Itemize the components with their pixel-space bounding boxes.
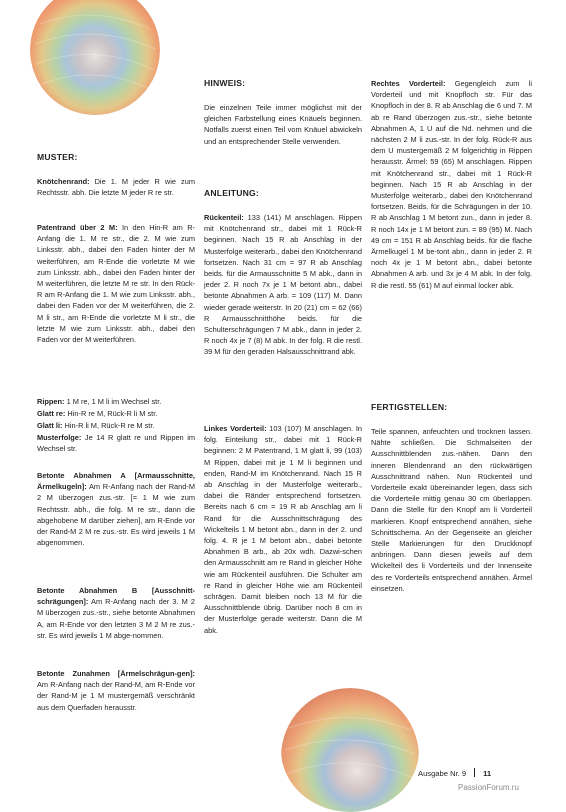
page-footer [418,768,491,778]
paragraph-patentrand [37,222,195,345]
text: Hin-R re M, Rück-R li M str. [65,409,158,418]
yarn-ball-image [30,0,160,116]
text: Je 14 R glatt re und Rippen im Wechsel str. [37,433,195,454]
footer-divider [474,768,475,777]
term: Rippen: [37,397,65,406]
text: Am R-Anfang nach der Rand-M, am R-Ende vor der Rand-M je 1 M mustergemäß verschränkt aus dem Querfaden herausstr. [37,680,195,712]
section-title-anleitung: ANLEITUNG: [204,188,259,198]
text: Die einzelnen Teile immer möglichst mit der gleichen Farbstellung eines Knäuels beginnen. Notfalls zuerst einen Teil vom Knäuel abwickeln und an entsprechender Stelle verwenden. [204,103,362,146]
term: Musterfolge: [37,433,82,442]
text: Teile spannen, anfeuchten und trocknen lassen. Nähte schließen. Die Schmalseiten der Ausschnittblenden zus.-nähen. Dann den inneren Blendenrand an den rückwärtigen Ausschnittrand nähen. Nun Rückenteil und Vorderteile exakt übereinander legen, dass sich die Vorderteile mittig genau 30 cm überlappen. Dann die Stelle für den Knopf am li Vorderteil markieren. Knopf entsprechend annähen, siehe Schnittschema. An der Gegenseite an gleicher Stelle Markierungen für den Druckknopf anbringen. Dann diesen jeweils auf dem Wickelteil des li Vorderteils und der Innenseite des re Vorderteils entsprechend annähen. Ärmel einsetzen. [371,427,532,593]
text: Am R-Anfang nach der 3. M 2 M überzogen zus.-str., siehe betonte Abnahmen A, am R-Ende vor den letzten 3 M 2 M re zus.-str. Es wird jeweils 1 M abge-nommen. [37,597,195,640]
paragraph-abnahmen-b [37,585,195,641]
paragraph-rechtes-vorderteil [371,78,532,291]
term: Linkes Vorderteil: [204,424,267,433]
section-title-fertigstellen: FERTIGSTELLEN: [371,402,448,412]
paragraph-abnahmen-a [37,470,195,548]
paragraph-hinweis [204,102,362,147]
paragraph-glatt-li [37,420,154,431]
term: Rückenteil: [204,213,244,222]
term: Rechtes Vorderteil: [371,79,446,88]
paragraph-rueckenteil [204,212,362,358]
page-number: 11 [483,769,492,778]
term: Glatt re: [37,409,66,418]
term: Betonte Zunahmen [Ärmelschrägun-gen]: [37,669,195,678]
text: In den Hin-R am R-Anfang die 1. M re str., die 2. M wie zum Linksstr. abh., dabei den Faden hinter der M weiterführen, am R-Ende die vorletzte M wie zum Linksstr. abh., dabei den Faden hinter der M weiterführen, die letzte M re str. In den Rück-R am R-Anfang die 1. M wie zum Linksstr. abh., dabei den Faden vor der M weiterführen, die 2. M li str., am R-Ende die vorletzte M li str., die letzte M wie zum Linksstr. abh., dabei den Faden vor der M weiterführen. [37,223,195,345]
issue-label: Ausgabe Nr. 9 [418,769,467,778]
paragraph-fertigstellen [371,426,532,594]
paragraph-knoetchenrand [37,176,195,198]
term: Patentrand über 2 M: [37,223,118,232]
paragraph-rippen [37,396,161,407]
paragraph-musterfolge [37,432,195,454]
paragraph-glatt-re [37,408,157,419]
term: Knötchenrand: [37,177,90,186]
watermark: PassionForum.ru [458,783,519,792]
text: Hin-R li M, Rück-R re M str. [62,421,155,430]
text: Gegengleich zum li Vorderteil und mit Knopfloch str. Für das Knopfloch in der 8. R ab Anschlag die 6 und 7. M ab re Rand überzogen zus.-str., siehe betonte Abnahmen A, 1 U auf die Nd. nehmen und die nächsten 2 M li zus.-str. In der folg. Rück-R aus dem U mustergemäß 2 M folgerichtig in Rippen herausstr. Ärmel: 59 (65) M anschlagen. Rippen mit Knötchenrand str., dabei mit 1 Rück-R beginnen. Nach 15 R ab Anschlag in der Musterfolge weiterarb., dabei den Knötchenrand fortsetzen. Beids. für die Schrägungen in der 10. R ab Anschlag 1 M betont zun., dann in jeder 8. R noch 14x je 1 M betont zun. = 89 (95) M. Nach 49 cm = 151 R ab Anschlag beids. für die flache Ärmelkugel 1 M be-tont abn., dann in jeder 2. R noch 4x je 1 M betont abn., dabei betonte Abnahmen A arb. und 3x je 4 M abk. In der folg. R die restl. 55 (61) M auf einmal locker abk. [371,79,532,290]
term: Betonte Abnahmen A [Armausschnitte, Ärmelkugeln]: [37,471,195,492]
term: Glatt li: [37,421,63,430]
text: 133 (141) M anschlagen. Rippen mit Knötchenrand str., dabei mit 1 Rück-R beginnen. Nach 15 R ab Anschlag in der Musterfolge weiterarb., dabei den Knötchenrand fortsetzen. Nach 31 cm = 97 R ab Anschlag beids. für die Armausschnitte 5 M abk., dann in jeder 2. R noch 7x je 1 M betont abn., dabei betonte Abnahmen A arb. = 109 (117) M. Dann wieder gerade weiterstr. In 20 (21) cm = 62 (66) R Armausschnitthöhe beids. für die Schulterschrägungen 7 M abk., dann in jeder 2. R noch 4x je 7 (8) M abk. In der folg. R die restl. 39 M für den geraden Halsausschnittrand abk. [204,213,362,357]
paragraph-linkes-vorderteil [204,423,362,636]
text: 1 M re, 1 M li im Wechsel str. [64,397,162,406]
text: Die 1. M jeder R wie zum Rechtsstr. abh. Die letzte M jeder R re str. [37,177,195,198]
text: 103 (107) M anschlagen. In folg. Einteilung str., dabei mit 1 Rück-R beginnen: 2 M Patentrand, 1 M glatt li, 99 (103) M Rippen, dabei mit je 1 M li beginnen und enden, Rand-M im Knötchenrand. Nach 15 R ab Anschlag in der Musterfolge weiterarb., dabei die Ränder entsprechend fortsetzen. Bereits nach 6 cm = 19 R ab Anschlag am li Rand für die Ausschnittschrägung des Wickelteils 1 M betont abn., dann in der 2. und folg. 4. R je 1 M betont abn., dabei betonte Abnahmen B arb., ab 20x wdh. Dazwi-schen den Armausschnitt am re Rand in gleicher Höhe wie am Rückenteil ausführen. Die Schulter am re Rand in gleicher Höhe wie am Rückenteil schrägen. Damit bleiben noch 13 M für die Ausschnittblende übrig. Darüber noch 8 cm in der Musterfolge gerade weiterstr. Dann die M abk. [204,424,362,635]
yarn-ball-image [281,688,419,812]
section-title-hinweis: HINWEIS: [204,78,246,88]
text: Am R-Anfang nach der Rand-M 2 M überzogen zus.-str. [= 1 M wie zum Rechtsstr. abh., die folg. M re str., dann die abgehobene M darüber ziehen], am R-Ende vor der Rand-M 2 M re zus.-str. Es wird jeweils 1 M abgenommen. [37,482,195,548]
section-title-muster: MUSTER: [37,152,78,162]
paragraph-zunahmen [37,668,195,713]
term: Betonte Abnahmen B [Ausschnitt-schrägungen]: [37,586,195,607]
